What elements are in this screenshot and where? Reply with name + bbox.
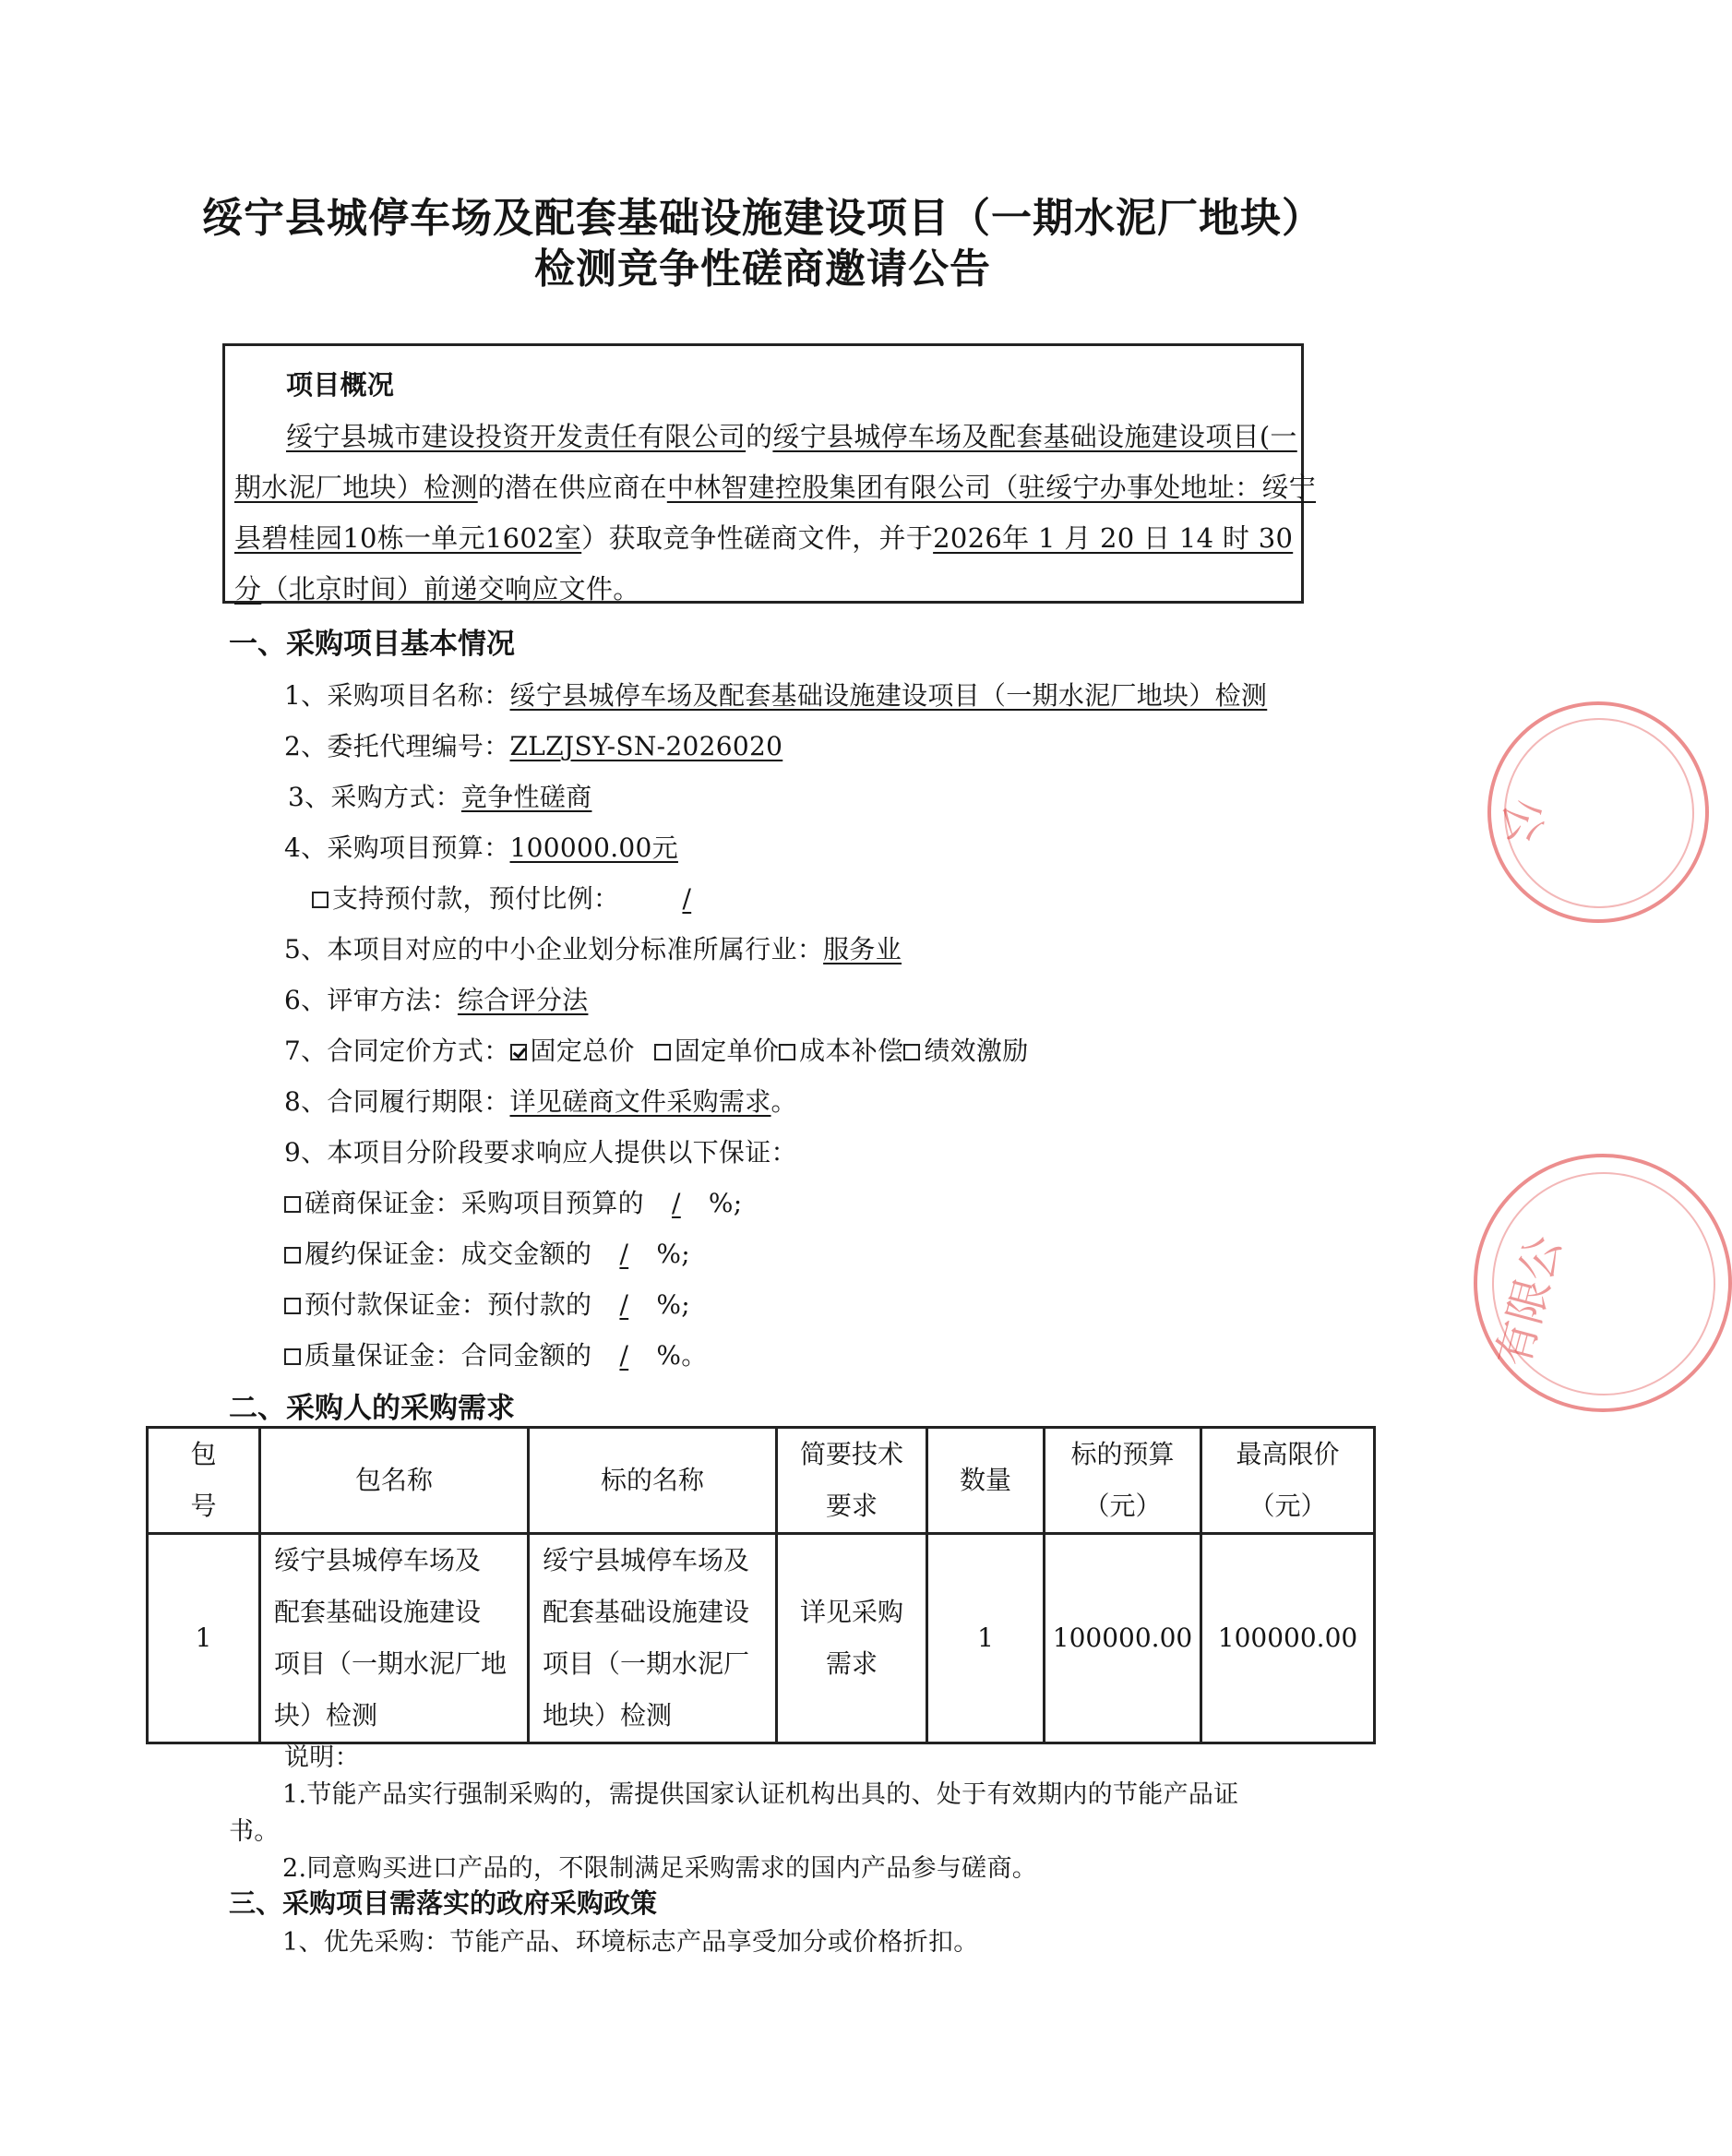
header-tech-requirements: 简要技术 要求 (777, 1428, 927, 1534)
note-1-line-1: 1.节能产品实行强制采购的，需提供国家认证机构出具的、处于有效期内的节能产品证 (282, 1780, 1239, 1809)
item-procurement-name: 1、采购项目名称：绥宁县城停车场及配套基础设施建设项目（一期水泥厂地块）检测 (284, 680, 1268, 711)
guarantee-consultation-deposit: 磋商保证金：采购项目预算的/%; (284, 1183, 743, 1220)
document-location-part1: 中林智建控股集团有限公司（驻绥宁办事处地址：绥宁 (666, 472, 1317, 503)
guarantee-checkbox (284, 1247, 301, 1264)
guarantee-quality-deposit: 质量保证金：合同金额的/%。 (284, 1336, 708, 1372)
checkbox-fixed-total-checked (510, 1044, 527, 1060)
document-location-part2: 县碧桂园10栋一单元1602室 (234, 522, 582, 554)
header-package-no: 包 号 (148, 1428, 260, 1534)
guarantee-checkbox (284, 1196, 301, 1213)
document-title-line1: 绥宁县城停车场及配套基础设施建设项目（一期水泥厂地块） (202, 195, 1323, 242)
section-1-heading: 一、采购项目基本情况 (229, 628, 515, 661)
guarantee-performance-deposit: 履约保证金：成交金额的/%; (284, 1234, 690, 1271)
deadline-part1: 2026年 1 月 20 日 14 时 30 (933, 522, 1294, 554)
document-title-line2: 检测竞争性磋商邀请公告 (534, 246, 991, 293)
notes-title: 说明： (284, 1743, 360, 1772)
table-row (148, 1534, 1375, 1743)
item-budget: 4、采购项目预算：100000.00元 (284, 832, 678, 863)
prepayment-checkbox (312, 892, 328, 908)
overview-line-1: 绥宁县城市建设投资开发责任有限公司的绥宁县城停车场及配套基础设施建设项目(一 (286, 421, 1297, 452)
red-seal-stamp-2: 有限公 (1474, 1154, 1732, 1412)
cell-item-name: 绥宁县城停车场及 配套基础设施建设 项目（一期水泥厂 地块）检测 (529, 1534, 777, 1743)
purchaser-name: 绥宁县城市建设投资开发责任有限公司 (286, 421, 747, 452)
section-3-heading: 三、采购项目需落实的政府采购政策 (229, 1887, 658, 1919)
project-name-part1: 绥宁县城停车场及配套基础设施建设项目(一 (772, 421, 1297, 452)
note-2: 2.同意购买进口产品的，不限制满足采购需求的国内产品参与磋商。 (282, 1854, 1038, 1883)
item-guarantees: 9、本项目分阶段要求响应人提供以下保证： (284, 1137, 797, 1168)
cell-max-price: 100000.00 (1201, 1534, 1375, 1743)
guarantee-checkbox (284, 1298, 301, 1314)
note-1-line-2: 书。 (229, 1817, 280, 1846)
cell-package-no: 1 (148, 1534, 260, 1743)
item-review-method: 6、评审方法：综合评分法 (284, 985, 589, 1015)
overview-line-2: 期水泥厂地块）检测的潜在供应商在中林智建控股集团有限公司（驻绥宁办事处地址：绥宁 (234, 472, 1317, 503)
header-package-name: 包名称 (260, 1428, 529, 1534)
guarantee-prepayment-deposit: 预付款保证金：预付款的/%; (284, 1285, 690, 1322)
section-2-heading: 二、采购人的采购需求 (229, 1392, 515, 1425)
overview-heading: 项目概况 (286, 369, 395, 401)
item-industry: 5、本项目对应的中小企业划分标准所属行业：服务业 (284, 934, 902, 964)
header-max-price: 最高限价 （元） (1201, 1428, 1375, 1534)
item-agency-number: 2、委托代理编号：ZLZJSY-SN-2026020 (284, 731, 783, 761)
cell-package-name: 绥宁县城停车场及 配套基础设施建设 项目（一期水泥厂地 块）检测 (260, 1534, 529, 1743)
cell-budget: 100000.00 (1045, 1534, 1201, 1743)
requirements-table (146, 1426, 1376, 1744)
item-pricing-method: 7、合同定价方式： 固定总价 固定单价 成本补偿 绩效激励 (284, 1036, 1029, 1066)
deadline-part2: 分 (234, 573, 262, 605)
header-item-name: 标的名称 (529, 1428, 777, 1534)
project-name-part2: 期水泥厂地块）检测 (234, 472, 478, 503)
header-quantity: 数量 (927, 1428, 1045, 1534)
item-procurement-method: 3、采购方式：竞争性磋商 (288, 782, 592, 812)
checkbox-performance-incentive (903, 1044, 920, 1060)
checkbox-cost-plus (779, 1044, 795, 1060)
project-overview-box (222, 343, 1317, 605)
table-header-row (148, 1428, 1375, 1534)
cell-tech-requirements: 详见采购 需求 (777, 1534, 927, 1743)
item-prepayment: 支持预付款，预付比例：/ (312, 879, 747, 916)
item-contract-period: 8、合同履行期限：详见磋商文件采购需求。 (284, 1086, 797, 1117)
checkbox-fixed-unit (654, 1044, 671, 1060)
overview-line-3: 县碧桂园10栋一单元1602室）获取竞争性磋商文件，并于2026年 1 月 20 日 14 时 30 (234, 522, 1294, 554)
cell-quantity: 1 (927, 1534, 1045, 1743)
section-3-item-1: 1、优先采购：节能产品、环境标志产品享受加分或价格折扣。 (282, 1928, 979, 1957)
overview-line-4: 分（北京时间）前递交响应文件。 (234, 573, 640, 605)
red-seal-stamp: 公 (1487, 701, 1709, 923)
guarantee-checkbox (284, 1348, 301, 1365)
header-budget: 标的预算 （元） (1045, 1428, 1201, 1534)
